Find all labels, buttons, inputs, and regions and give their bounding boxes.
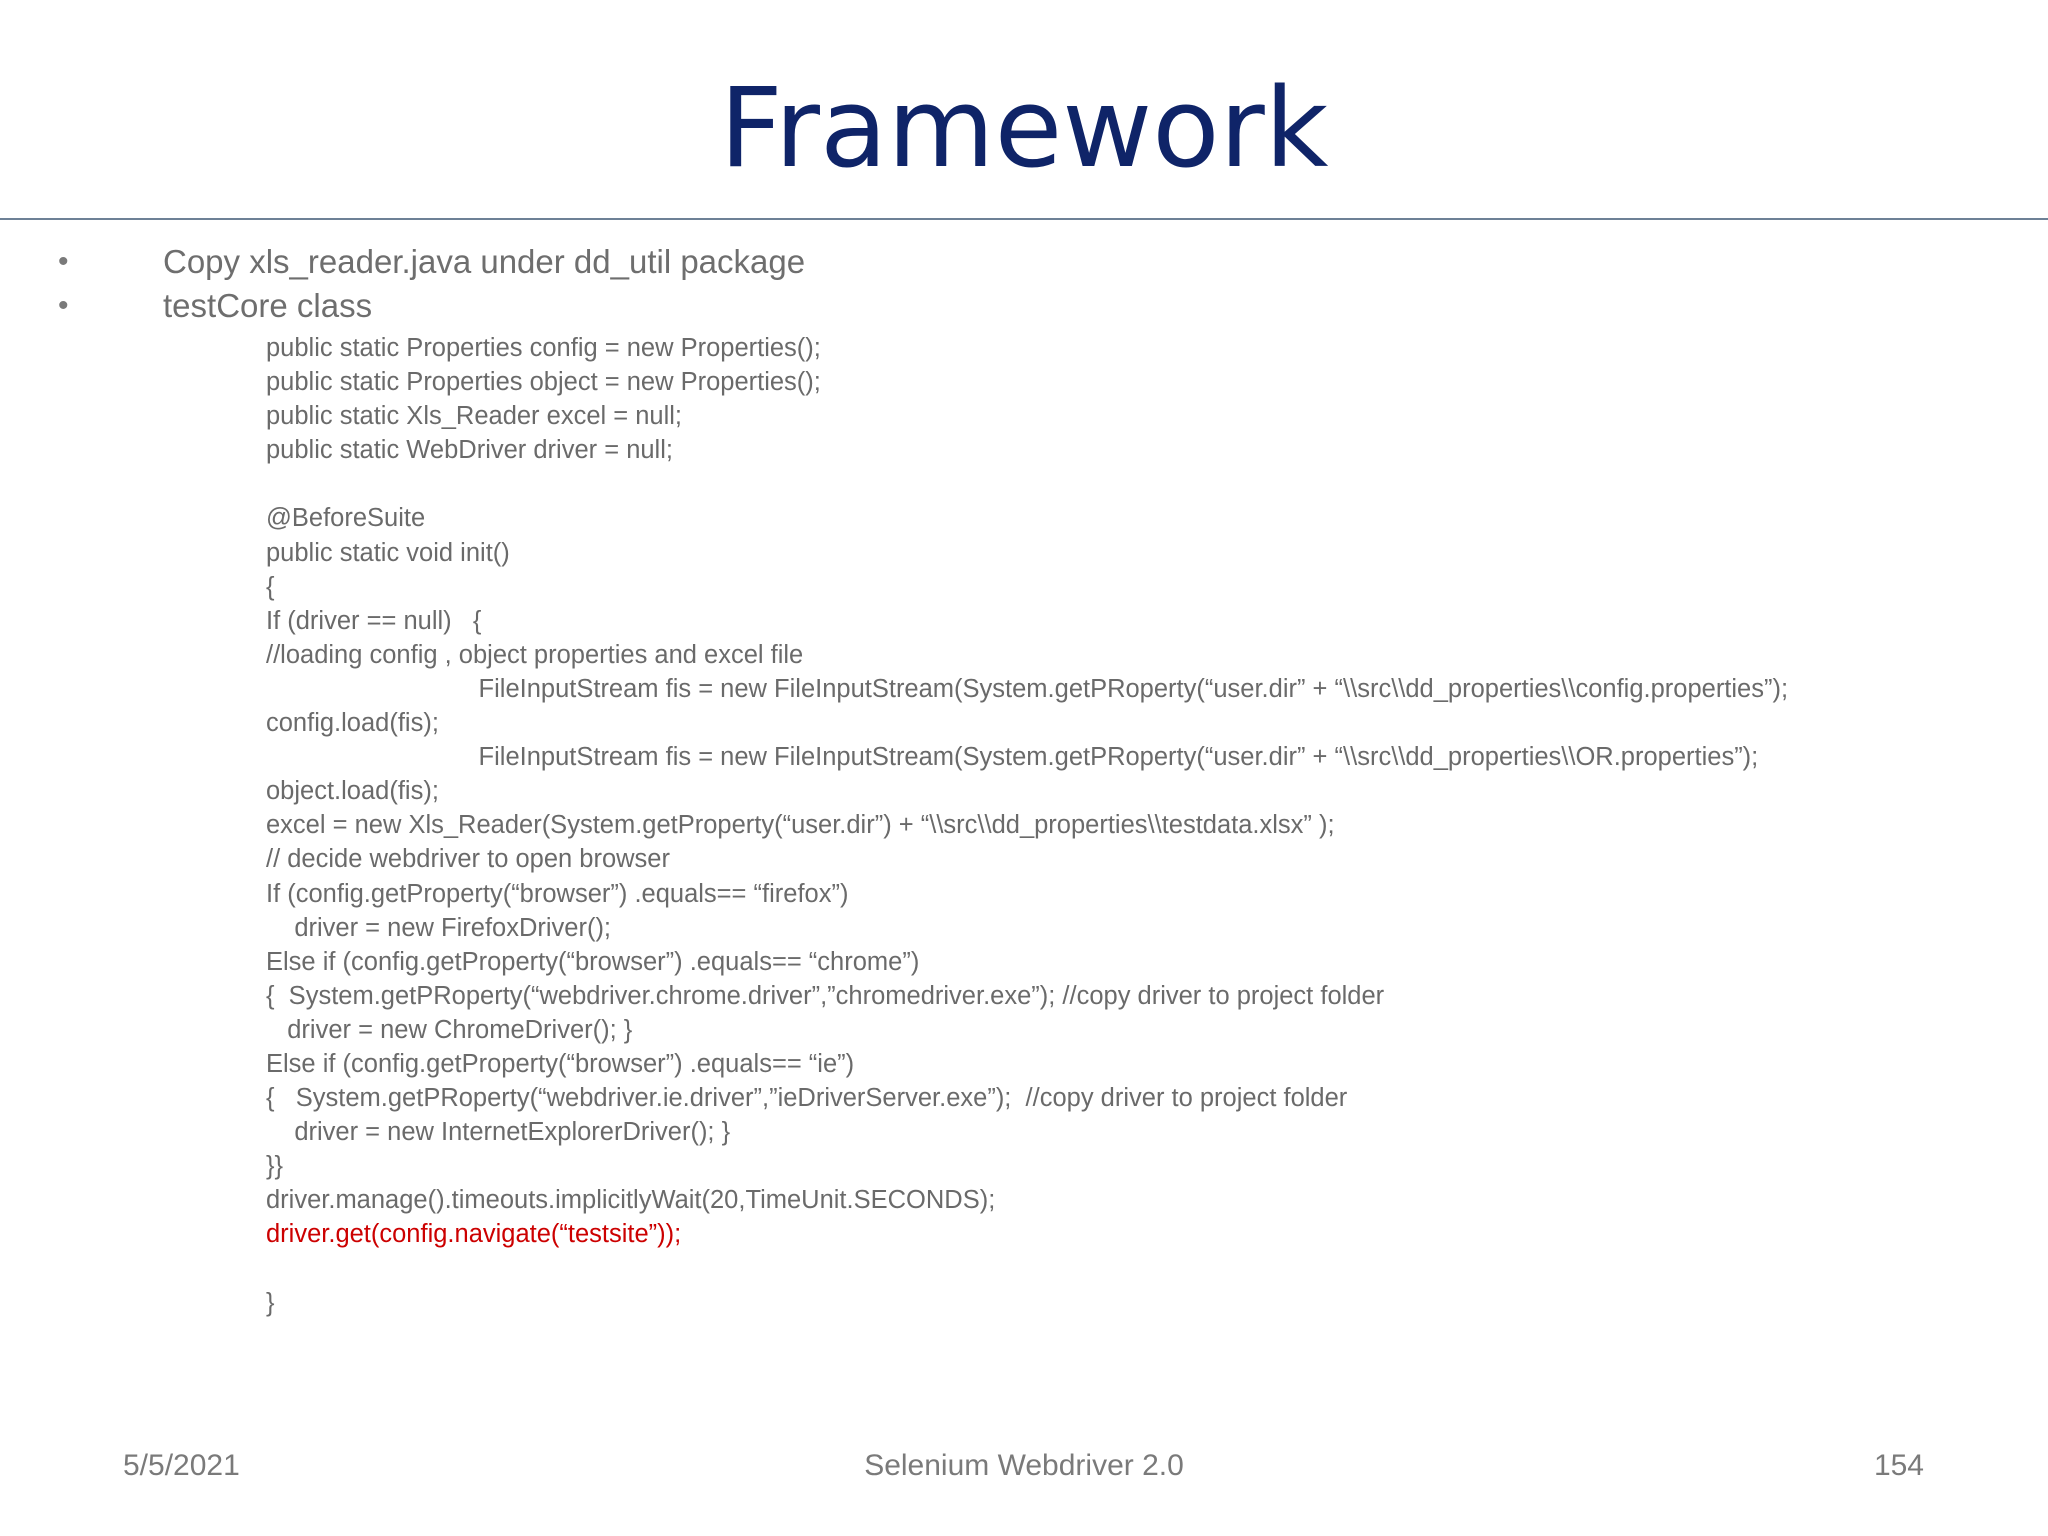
code-line: public static WebDriver driver = null; xyxy=(266,436,673,465)
code-block xyxy=(266,331,1788,1320)
code-line: If (driver == null) { xyxy=(266,606,482,635)
page-number: 154 xyxy=(1873,1449,1924,1482)
code-line: Else if (config.getProperty(“browser”) .equals== “ie”) xyxy=(266,1049,855,1078)
bullet-dot-icon: • xyxy=(58,245,69,278)
code-line: driver.manage().timeouts.implicitlyWait(20,TimeUnit.SECONDS); xyxy=(266,1186,996,1215)
footer-title: Selenium Webdriver 2.0 xyxy=(864,1449,1184,1482)
code-line: excel = new Xls_Reader(System.getProperty(“user.dir”) + “\\src\\dd_properties\\testdata.xlsx” ); xyxy=(266,811,1335,840)
bullet-dot-icon: • xyxy=(58,289,69,322)
code-line xyxy=(266,1252,1788,1286)
code-line: { System.getPRoperty(“webdriver.ie.driver”,”ieDriverServer.exe”); //copy driver to project folder xyxy=(266,1084,1348,1113)
slide-title: Framework xyxy=(719,64,1329,192)
code-line: // decide webdriver to open browser xyxy=(266,845,670,874)
code-line: config.load(fis); xyxy=(266,709,439,738)
bullet-text: Copy xls_reader.java under dd_util package xyxy=(163,243,806,280)
code-line: { xyxy=(266,572,275,601)
code-line: FileInputStream fis = new FileInputStream(System.getPRoperty(“user.dir” + “\\src\\dd_properties\\config.properties”); xyxy=(266,674,1789,703)
code-line: { System.getPRoperty(“webdriver.chrome.driver”,”chromedriver.exe”); //copy driver to project folder xyxy=(266,981,1385,1010)
code-line xyxy=(266,467,1788,501)
code-line: @BeforeSuite xyxy=(266,504,426,533)
code-line: driver = new ChromeDriver(); } xyxy=(266,1015,633,1044)
code-line: object.load(fis); xyxy=(266,777,439,806)
code-line: public static Properties config = new Properties(); xyxy=(266,334,821,362)
code-line: driver = new FirefoxDriver(); xyxy=(266,913,612,942)
code-line: public static Properties object = new Properties(); xyxy=(266,368,821,397)
code-line: driver = new InternetExplorerDriver(); } xyxy=(266,1118,731,1147)
code-line: } xyxy=(266,1288,275,1317)
code-line: FileInputStream fis = new FileInputStream(System.getPRoperty(“user.dir” + “\\src\\dd_properties\\OR.properties”); xyxy=(266,743,1759,772)
footer-date: 5/5/2021 xyxy=(123,1449,240,1482)
code-line: //loading config , object properties and excel file xyxy=(266,640,804,669)
title-divider xyxy=(0,218,2048,220)
code-line: public static Xls_Reader excel = null; xyxy=(266,402,683,431)
code-line: }} xyxy=(266,1152,284,1181)
code-line: If (config.getProperty(“browser”) .equals== “firefox”) xyxy=(266,879,849,908)
code-line: public static void init() xyxy=(266,538,510,567)
bullet-text: testCore class xyxy=(163,287,373,324)
code-line: Else if (config.getProperty(“browser”) .equals== “chrome”) xyxy=(266,947,920,976)
code-line-highlighted: driver.get(config.navigate(“testsite”)); xyxy=(266,1220,682,1249)
